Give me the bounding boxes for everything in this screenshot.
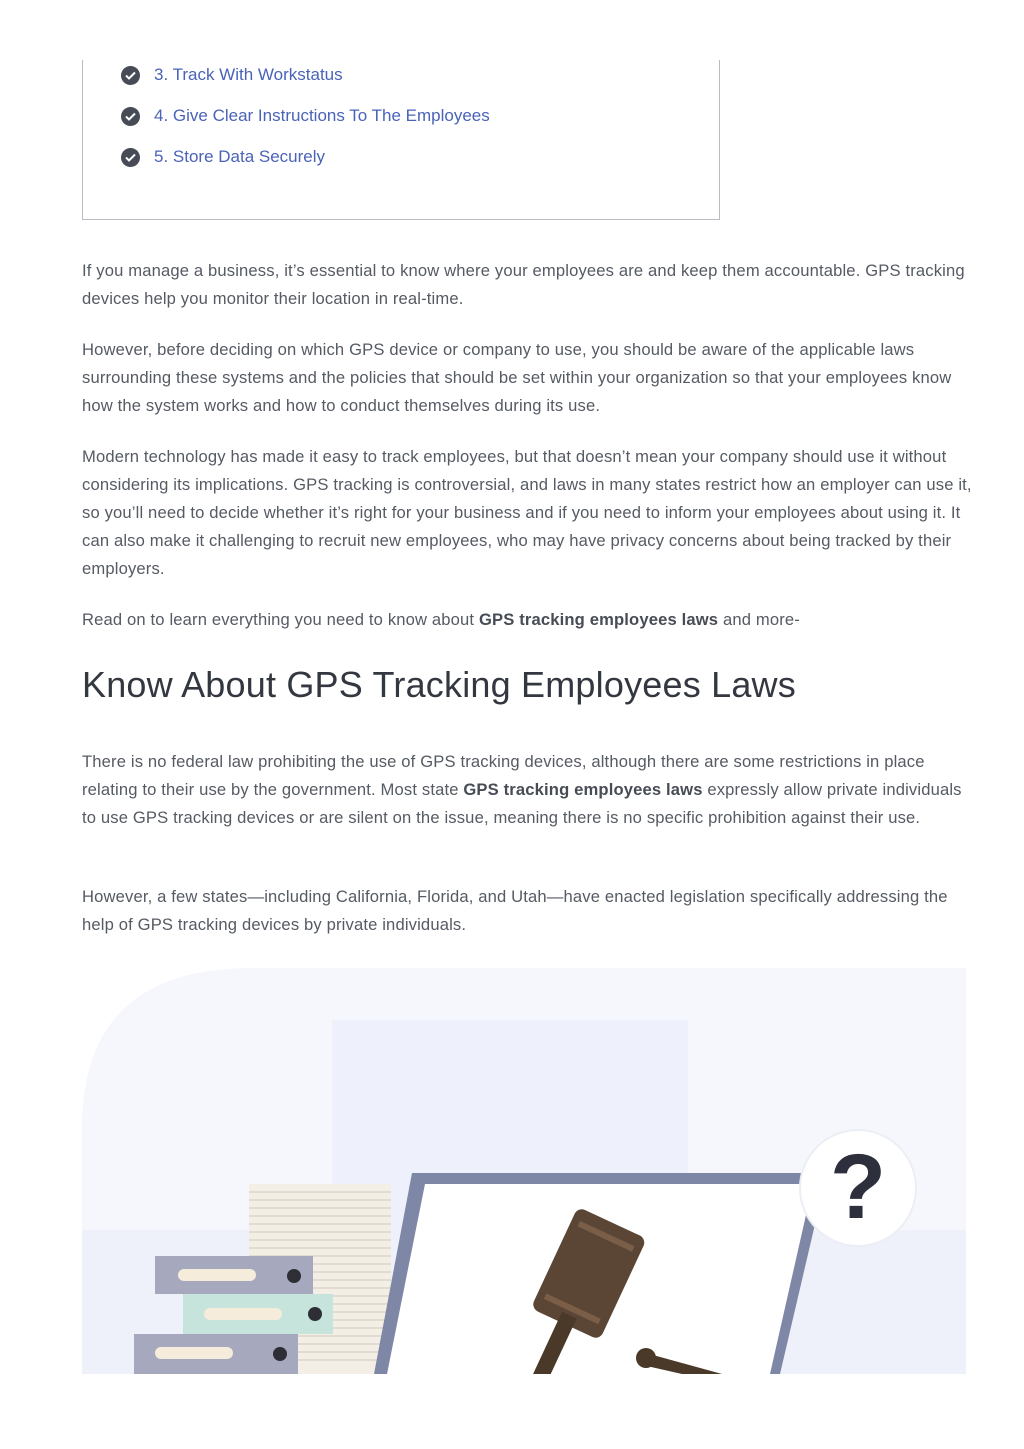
- toc-link[interactable]: 3. Track With Workstatus: [154, 65, 343, 84]
- bold-keyword: GPS tracking employees laws: [478, 610, 719, 629]
- check-circle-icon: [121, 148, 140, 167]
- intro-paragraph-1: If you manage a business, it’s essential to know where your employees are and keep them accountable. GPS tracking devices help you monitor their location in real-time.: [82, 261, 965, 308]
- text-run: and more-: [718, 610, 800, 629]
- toc-item-store-data-securely[interactable]: [121, 145, 325, 169]
- intro-paragraph-4: [82, 606, 972, 634]
- toc-item-give-clear-instructions[interactable]: [121, 104, 490, 128]
- toc-item-track-with-workstatus[interactable]: [121, 63, 343, 87]
- check-circle-icon: [121, 66, 140, 85]
- check-circle-icon: [121, 107, 140, 126]
- intro-paragraph-2: However, before deciding on which GPS device or company to use, you should be aware of the applicable laws surrounding these systems and the policies that should be set within your organization so that your employees know how the system works and how to conduct themselves during its use.: [82, 340, 952, 415]
- question-mark: ?: [829, 1136, 887, 1238]
- illustration-svg: [82, 968, 966, 1374]
- toc-link[interactable]: 4. Give Clear Instructions To The Employees: [154, 106, 490, 125]
- text-run: There is no federal law prohibiting the use of GPS tracking devices, although there are some restrictions in place relating to their use by the government. Most state: [82, 752, 925, 799]
- section-paragraph-2: However, a few states—including California, Florida, and Utah—have enacted legislation specifically addressing the help of GPS tracking devices by private individuals.: [82, 887, 948, 934]
- intro-paragraph-3: Modern technology has made it easy to track employees, but that doesn’t mean your company should use it without considering its implications. GPS tracking is controversial, and laws in many states restrict how an employer can use it, so you’ll need to decide whether it’s right for your business and if you need to inform your employees about using it. It can also make it challenging to recruit new employees, who may have privacy concerns about being tracked by their employers.: [82, 447, 972, 578]
- text-run: Read on to learn everything you need to know about: [82, 610, 479, 629]
- bold-keyword: GPS tracking employees laws: [463, 780, 703, 799]
- section-paragraph-1: [82, 748, 972, 832]
- question-bubble: [800, 1130, 916, 1246]
- section-heading: Know About GPS Tracking Employees Laws: [82, 664, 796, 705]
- text-run: expressly allow private individuals to use GPS tracking devices or are silent on the issue, meaning there is no specific prohibition against their use.: [82, 780, 962, 827]
- gps-law-illustration: [82, 968, 966, 1374]
- table-of-contents: [82, 60, 720, 220]
- toc-link[interactable]: 5. Store Data Securely: [154, 147, 326, 166]
